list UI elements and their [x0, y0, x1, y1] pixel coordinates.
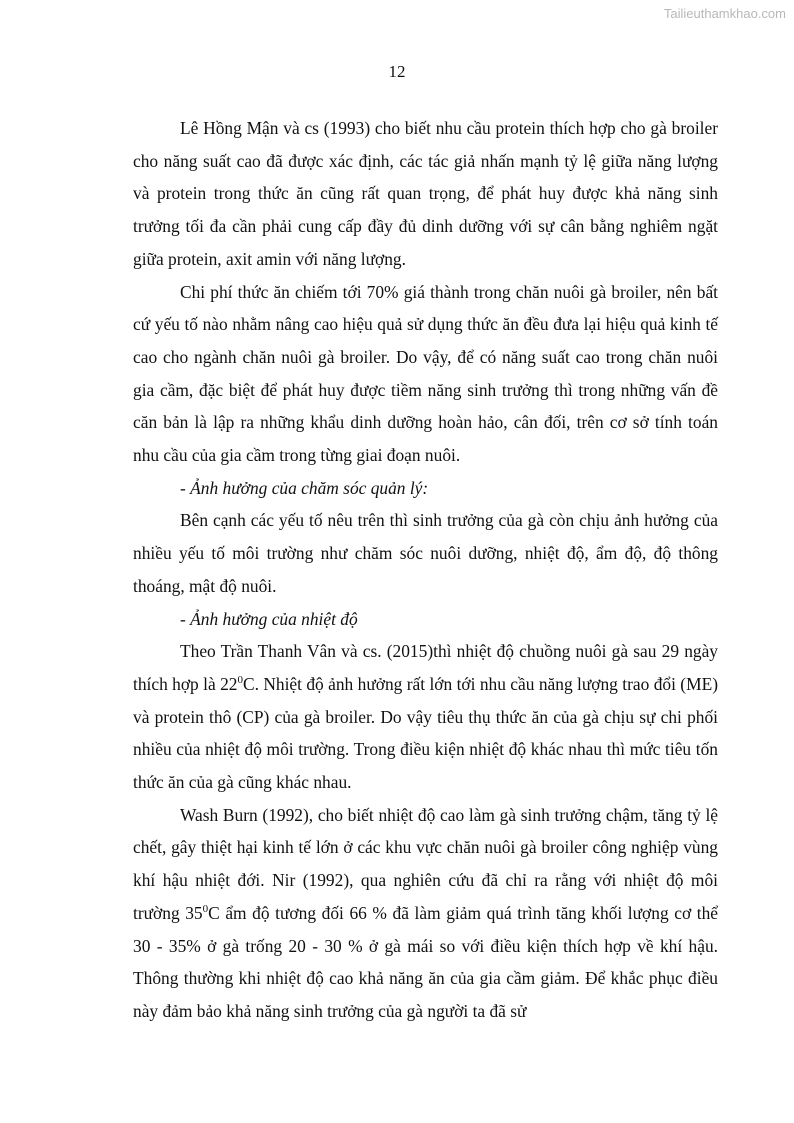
superscript: 0 — [202, 903, 209, 916]
paragraph: Chi phí thức ăn chiếm tới 70% giá thành trong chăn nuôi gà broiler, nên bất cứ yếu tố nào nhằm nâng cao hiệu quả sử dụng thức ăn đều đưa lại hiệu quả kinh tế cao cho ngành chăn nuôi gà broiler. Do vậy, để có năng suất cao trong chăn nuôi gia cầm, đặc biệt để phát huy được tiềm năng sinh trưởng thì trong những vấn đề căn bản là lập ra những khẩu dinh dưỡng hoàn hảo, cân đối, trên cơ sở tính toán nhu cầu của gia cầm trong từng giai đoạn nuôi. — [133, 281, 718, 466]
page-number: 12 — [388, 62, 406, 81]
paragraph: Lê Hồng Mận và cs (1993) cho biết nhu cầu protein thích hợp cho gà broiler cho năng suất cao đã được xác định, các tác giả nhấn mạnh tỷ lệ giữa năng lượng và protein trong thức ăn cũng rất quan trọng, để phát huy được khả năng sinh trưởng tối đa cần phải cung cấp đầy đủ dinh dưỡng với sự cân bằng nghiêm ngặt giữa protein, axit amin với năng lượng. — [133, 118, 718, 269]
section-heading: - Ảnh hưởng của nhiệt độ — [180, 608, 358, 629]
paragraph-text: Wash Burn (1992), cho biết nhiệt độ cao làm gà sinh trưởng chậm, tăng tỷ lệ chết, gây thiệt hại kinh tế lớn ở các khu vực chăn nuôi gà broiler công nghiệp vùng khí hậu nhiệt đới. Nir (1992), qua nghiên cứu đã chỉ ra rằng với nhiệt độ môi trường 35 — [133, 804, 718, 923]
paragraph-text: C. Nhiệt độ ảnh hưởng rất lớn tới nhu cầu năng lượng trao đổi (ME) và protein thô (CP) của gà broiler. Do vậy tiêu thụ thức ăn của gà chịu sự chi phối nhiều của nhiệt độ môi trường. Trong điều kiện nhiệt độ khác nhau thì mức tiêu tốn thức ăn của gà cũng khác nhau. — [133, 673, 718, 793]
superscript: 0 — [237, 674, 243, 687]
paragraph — [133, 635, 718, 799]
document-body — [133, 112, 718, 1028]
paragraph — [133, 799, 718, 1028]
paragraph-text: C ẩm độ tương đối 66 % đã làm giảm quá trình tăng khối lượng cơ thể 30 - 35% ở gà trống 20 - 30 % ở gà mái so với điều kiện thích hợp về khí hậu. Thông thường khi nhiệt độ cao khả năng ăn của gia cầm giảm. Để khắc phục điều này đảm bảo khả năng sinh trưởng của gà người ta đã sử — [133, 902, 719, 1021]
paragraph-text: Theo Trần Thanh Vân và cs. (2015)thì nhiệt độ chuồng nuôi gà sau 29 ngày thích hợp là 22 — [133, 641, 718, 694]
section-heading: - Ảnh hưởng của chăm sóc quản lý: — [180, 477, 429, 498]
paragraph: Bên cạnh các yếu tố nêu trên thì sinh trưởng của gà còn chịu ảnh hưởng của nhiều yếu tố môi trường như chăm sóc nuôi dưỡng, nhiệt độ, ẩm độ, độ thông thoáng, mật độ nuôi. — [133, 510, 718, 596]
watermark: Tailieuthamkhao.com — [663, 6, 786, 21]
